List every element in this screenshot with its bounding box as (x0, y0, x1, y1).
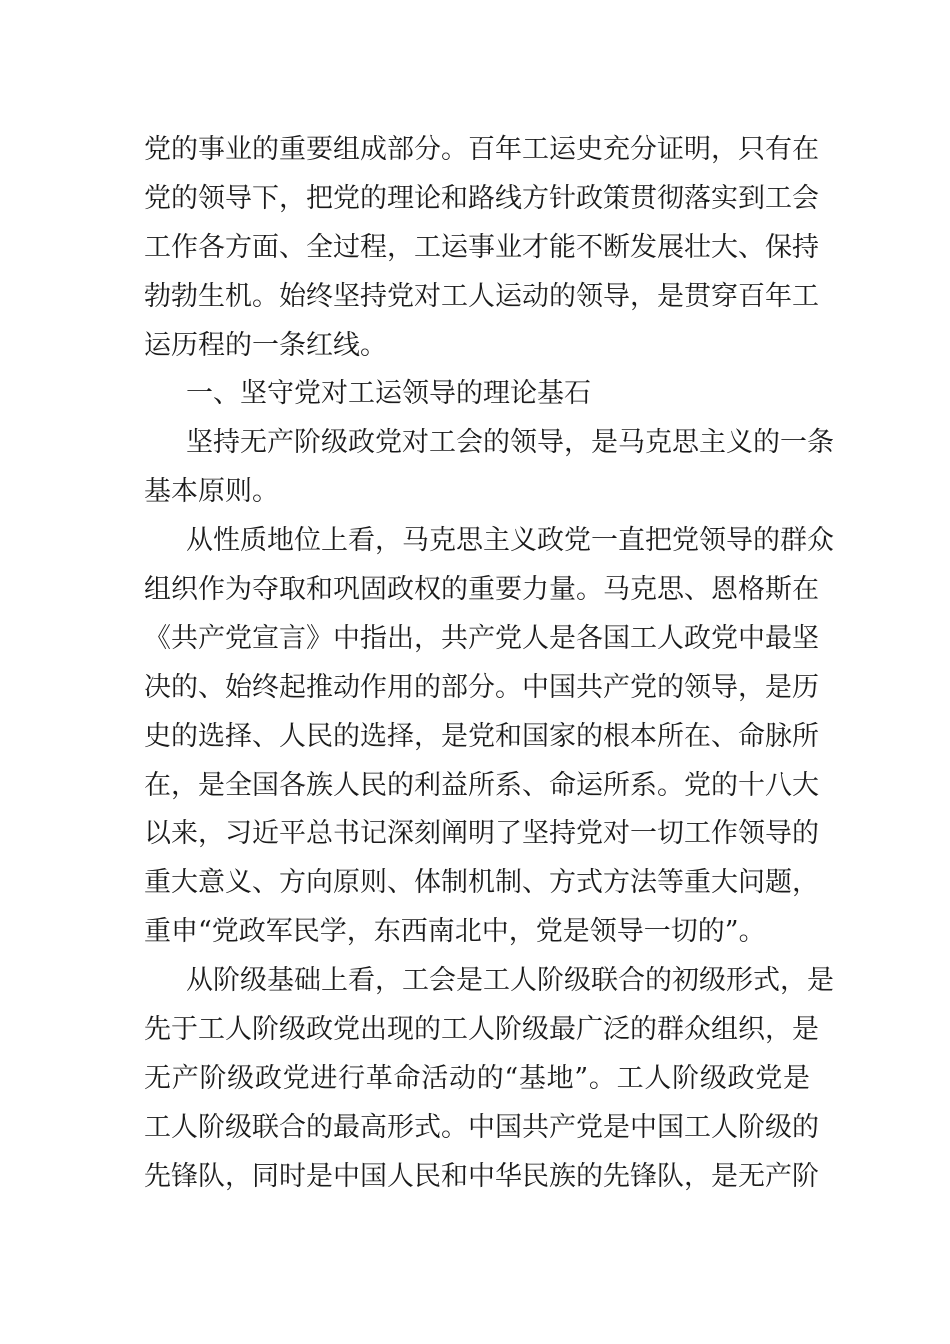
text-line: 无产阶级政党进行革命活动的“基地”。工人阶级政党是 (144, 1062, 810, 1094)
text-line: 勃勃生机。始终坚持党对工人运动的领导，是贯穿百年工 (144, 280, 819, 312)
text-line: 组织作为夺取和巩固政权的重要力量。马克思、恩格斯在 (144, 574, 819, 606)
document-body (144, 126, 834, 1202)
text-line: 工人阶级联合的最高形式。中国共产党是中国工人阶级的 (144, 1111, 819, 1143)
text-line: 从阶级基础上看，工会是工人阶级联合的初级形式，是 (186, 965, 834, 997)
text-line: 《共产党宣言》中指出，共产党人是各国工人政党中最坚 (144, 622, 819, 654)
text-line: 工作各方面、全过程，工运事业才能不断发展壮大、保持 (144, 231, 819, 263)
text-line: 重申“党政军民学，东西南北中，党是领导一切的”。 (144, 916, 766, 948)
text-line: 先于工人阶级政党出现的工人阶级最广泛的群众组织，是 (144, 1014, 819, 1046)
section-heading: 一、坚守党对工运领导的理论基石 (186, 378, 591, 410)
text-line: 史的选择、人民的选择，是党和国家的根本所在、命脉所 (144, 720, 819, 752)
text-line: 以来，习近平总书记深刻阐明了坚持党对一切工作领导的 (144, 818, 819, 850)
text-line: 决的、始终起推动作用的部分。中国共产党的领导，是历 (144, 671, 819, 703)
text-line: 运历程的一条红线。 (144, 329, 387, 361)
text-line: 先锋队，同时是中国人民和中华民族的先锋队，是无产阶 (144, 1160, 819, 1192)
text-line: 党的事业的重要组成部分。百年工运史充分证明，只有在 (144, 134, 819, 165)
text-line: 在，是全国各族人民的利益所系、命运所系。党的十八大 (144, 769, 819, 801)
text-line: 党的领导下，把党的理论和路线方针政策贯彻落实到工会 (144, 182, 819, 214)
text-line: 从性质地位上看，马克思主义政党一直把党领导的群众 (186, 525, 834, 557)
text-line: 基本原则。 (144, 476, 279, 508)
text-line: 重大意义、方向原则、体制机制、方式方法等重大问题， (144, 867, 819, 899)
text-line: 坚持无产阶级政党对工会的领导，是马克思主义的一条 (186, 427, 834, 459)
